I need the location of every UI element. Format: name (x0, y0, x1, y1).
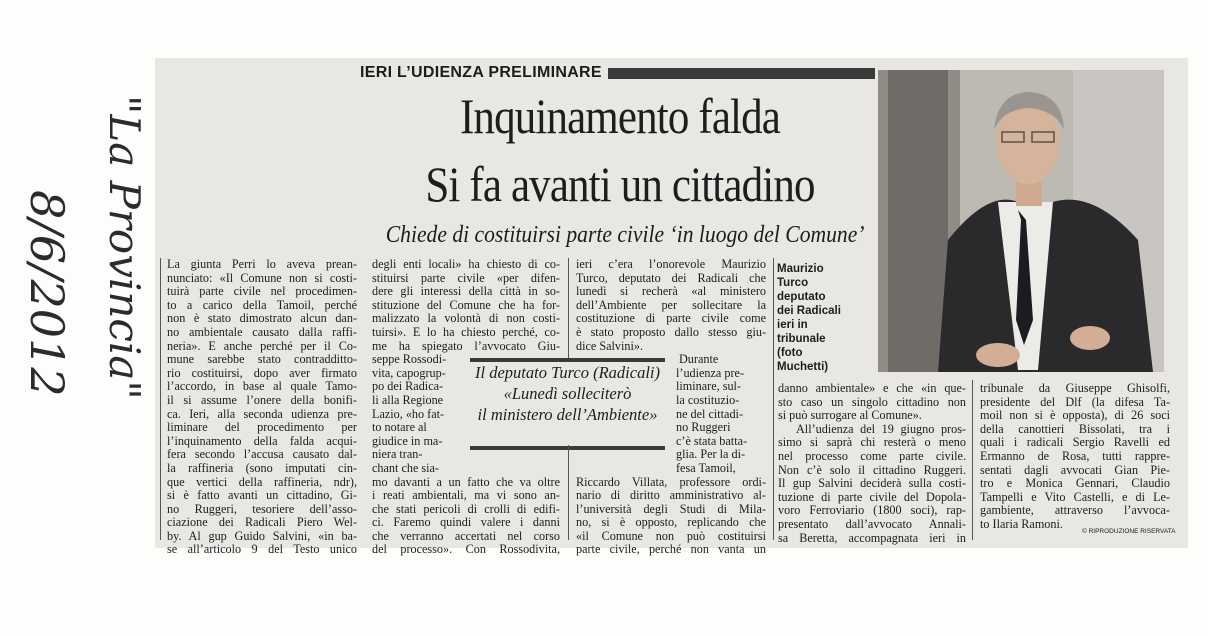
text-line: chant che sia- (372, 461, 439, 475)
caption-line: Maurizio (777, 263, 824, 275)
text-line: non è stato dimostrato alcun dan- (167, 312, 357, 326)
text-line: li alla Regione (372, 393, 444, 407)
text-line: gambiente, attraverso l’avvoca- (980, 504, 1170, 518)
article-photo (878, 70, 1164, 372)
text-line: liminare, sul- (676, 380, 741, 394)
text-line: ieri c’era l’onorevole Maurizio (576, 258, 766, 271)
handwritten-date-note: 8/6/2012 (20, 190, 74, 397)
text-line: que vertici della raffineria, ndr), (167, 475, 357, 489)
text-line: no ambientale causato dalla raffi- (167, 325, 357, 339)
article-kicker (360, 63, 875, 83)
text-line: costituzione di parte civile come (576, 312, 766, 326)
handwritten-source-note: "La Provincia" (100, 95, 149, 400)
text-line: fera secondo l’accusa causato dal- (167, 448, 357, 462)
text-line: rio costituirsi, dopo aver firmato (167, 366, 357, 380)
text-line: nel processo come parte civile. (778, 449, 966, 463)
text-line: Tampelli e Vito Castelli, e di Le- (980, 490, 1170, 504)
text-line: tuzione di parte civile del Dopola- (778, 490, 966, 504)
text-line: il si assume l’onere della bonifi- (167, 393, 357, 407)
text-line: no, si è opposto, replicando che (576, 516, 766, 530)
text-line: nunciato: «Il Comune non si costi- (167, 271, 357, 285)
text-line: nario di diritto amministrativo al- (576, 489, 766, 503)
text-line: dice Salvini». (576, 339, 644, 353)
text-line: no Ruggeri (676, 421, 731, 435)
text-line: Il gup Salvini deciderà sulla costi- (778, 477, 966, 491)
text-line: c’è stata batta- (676, 434, 748, 448)
text-line: fesa Tamoil, (676, 461, 736, 475)
caption-line: Muchetti) (777, 361, 829, 373)
text-line: la costituzio- (676, 393, 740, 407)
text-line: voro Ferroviario (1800 soci), rap- (778, 504, 966, 518)
text-line: giudice in ma- (372, 434, 443, 448)
text-line: presentato dall’avvocato Annali- (778, 517, 966, 531)
pull-quote-line: «Lunedì solleciterò (503, 384, 632, 403)
text-line: lunedì si recherà «al ministero (576, 285, 766, 299)
text-line: seppe Rossodi- (372, 353, 447, 367)
text-line: i reati ambientali, ma vi sono an- (372, 489, 560, 503)
photo-caption (777, 262, 872, 374)
text-line: della canottieri Bissolati, tra i (980, 422, 1170, 436)
pull-quote-line: Il deputato Turco (Radicali) (475, 363, 660, 382)
text-line: stituirsi parte civile «per difen- (372, 271, 560, 285)
text-line: ci. Faremo quindi valere i danni (372, 516, 560, 530)
text-line: no Ruggeri, tesoriere dell’asso- (167, 502, 357, 516)
caption-line: tribunale (777, 333, 826, 345)
text-line: dere gli interessi della città in so- (372, 285, 560, 299)
pull-quote-line: il ministero dell’Ambiente» (477, 405, 658, 424)
text-line: Ermanno de Rosa, tutti rappre- (980, 449, 1170, 463)
caption-line: (foto (777, 347, 803, 359)
text-line: sa Beretta, accompagnata ieri in (778, 531, 966, 545)
article-subhead: Chiede di costituirsi parte civile ‘in luogo del Comune’ (385, 222, 865, 248)
text-line: po dei Radica- (372, 380, 444, 394)
text-line: La giunta Perri lo aveva prean- (167, 258, 357, 271)
kicker-text: IERI L’UDIENZA PRELIMINARE (360, 64, 608, 82)
text-line: simo si saprà chi resterà o meno (778, 436, 966, 450)
text-line: l’accordo, in base al quale Tamo- (167, 380, 357, 394)
text-line: che stati pericoli di crolli di edifi- (372, 502, 560, 516)
text-line: neria». E anche perché per il Co- (167, 339, 357, 353)
text-line: sentati dagli avvocati Gian Pie- (980, 463, 1170, 477)
headline-line-1: Inquinamento falda (459, 88, 781, 144)
text-line: niera tran- (372, 448, 423, 462)
text-line: quali i radicali Sergio Ravelli ed (980, 436, 1170, 450)
text-line: stituzione del Comune che ha for- (372, 298, 560, 312)
text-line: Durante (679, 353, 719, 367)
text-line: tribunale da Giuseppe Ghisolfi, (980, 382, 1170, 395)
text-line: glia. Per la di- (676, 448, 746, 462)
text-line: ca. Ieri, alla seconda udienza pre- (167, 407, 357, 421)
text-line: ne del cittadi- (676, 407, 744, 421)
text-line: Riccardo Villata, professore ordi- (576, 475, 766, 489)
text-line: Turco, deputato dei Radicali che (576, 271, 766, 285)
photo-illustration (878, 70, 1164, 372)
column-rule (773, 258, 774, 540)
article-column-5 (980, 382, 1170, 532)
caption-line: ieri in (777, 319, 808, 331)
text-line: Non c’è solo il cittadino Ruggeri. (778, 463, 966, 477)
text-line: mune sarebbe stato contradditto- (167, 353, 357, 367)
text-line: parte civile, perché non vanta un (576, 543, 766, 557)
text-line: vita, capogrup- (372, 366, 446, 380)
text-line: del processo». Con Rossodivita, (372, 543, 560, 557)
text-line: sto caso un singolo cittadino non (778, 395, 966, 409)
article-column-4 (778, 382, 966, 545)
text-line: se all’articolo 9 del Testo unico (167, 543, 357, 557)
text-line: tuirà parte civile nel procedimen- (167, 285, 357, 299)
text-line: l’udienza pre- (676, 366, 745, 380)
column-rule (568, 258, 569, 358)
article-column-3 (576, 258, 766, 557)
text-line: Lazio, «ho fat- (372, 407, 445, 421)
column-rule (160, 258, 161, 540)
text-line: presidente del Dlf (la difesa Ta- (980, 395, 1170, 409)
text-line: to Ilaria Ramoni. (980, 517, 1063, 531)
article-column-1 (167, 258, 357, 557)
text-line: danno ambientale» e che «in que- (778, 382, 966, 395)
text-line: la raffineria (sono imputati cin- (167, 461, 357, 475)
text-line: l’università degli Studi di Mila- (576, 502, 766, 516)
text-line: mo davanti a un fatto che va oltre (372, 475, 560, 489)
column-rule (568, 445, 569, 540)
column-rule (972, 380, 973, 540)
text-line: to notare al (372, 421, 427, 435)
text-line: che verranno accertati nel corso (372, 529, 560, 543)
text-line: moil non si è opposta), di 26 soci (980, 409, 1170, 423)
text-line: dell’Ambiente per sollecitare la (576, 298, 766, 312)
text-line: to a carico della Tamoil, perché (167, 298, 357, 312)
text-line: l’inquinamento della falda acqui- (167, 434, 357, 448)
text-line: malizzato la volontà di non costi- (372, 312, 560, 326)
caption-line: Turco (777, 277, 809, 289)
text-line: by. Al gup Guido Salvini, «in ba- (167, 529, 357, 543)
text-line: «il Comune non può costituirsi (576, 529, 766, 543)
text-line: tuirsi». E lo ha chiesto perché, co- (372, 325, 560, 339)
article-column-2 (372, 258, 560, 557)
text-line: si è fatto avanti un cittadino, Gi- (167, 489, 357, 503)
text-line: si può surrogare al Comune». (778, 409, 922, 423)
text-line: tro e Monica Gennari, Claudio (980, 477, 1170, 491)
kicker-rule (608, 68, 875, 79)
copyright-credit: © RIPRODUZIONE RISERVATA (1082, 528, 1176, 535)
text-line: All’udienza del 19 giugno pros- (796, 422, 966, 436)
text-line: me ha spiegato l’avvocato Giu- (372, 339, 560, 353)
text-line: liminare del procedimento per (167, 421, 357, 435)
text-line: è stato proposto dallo stesso giu- (576, 325, 766, 339)
text-line: degli enti locali» ha chiesto di co- (372, 258, 560, 271)
caption-line: dei Radicali (777, 305, 841, 317)
caption-line: deputato (777, 291, 826, 303)
text-line: ciazione dei Radicali Piero Wel- (167, 516, 357, 530)
headline-line-2: Si fa avanti un cittadino (425, 156, 815, 212)
